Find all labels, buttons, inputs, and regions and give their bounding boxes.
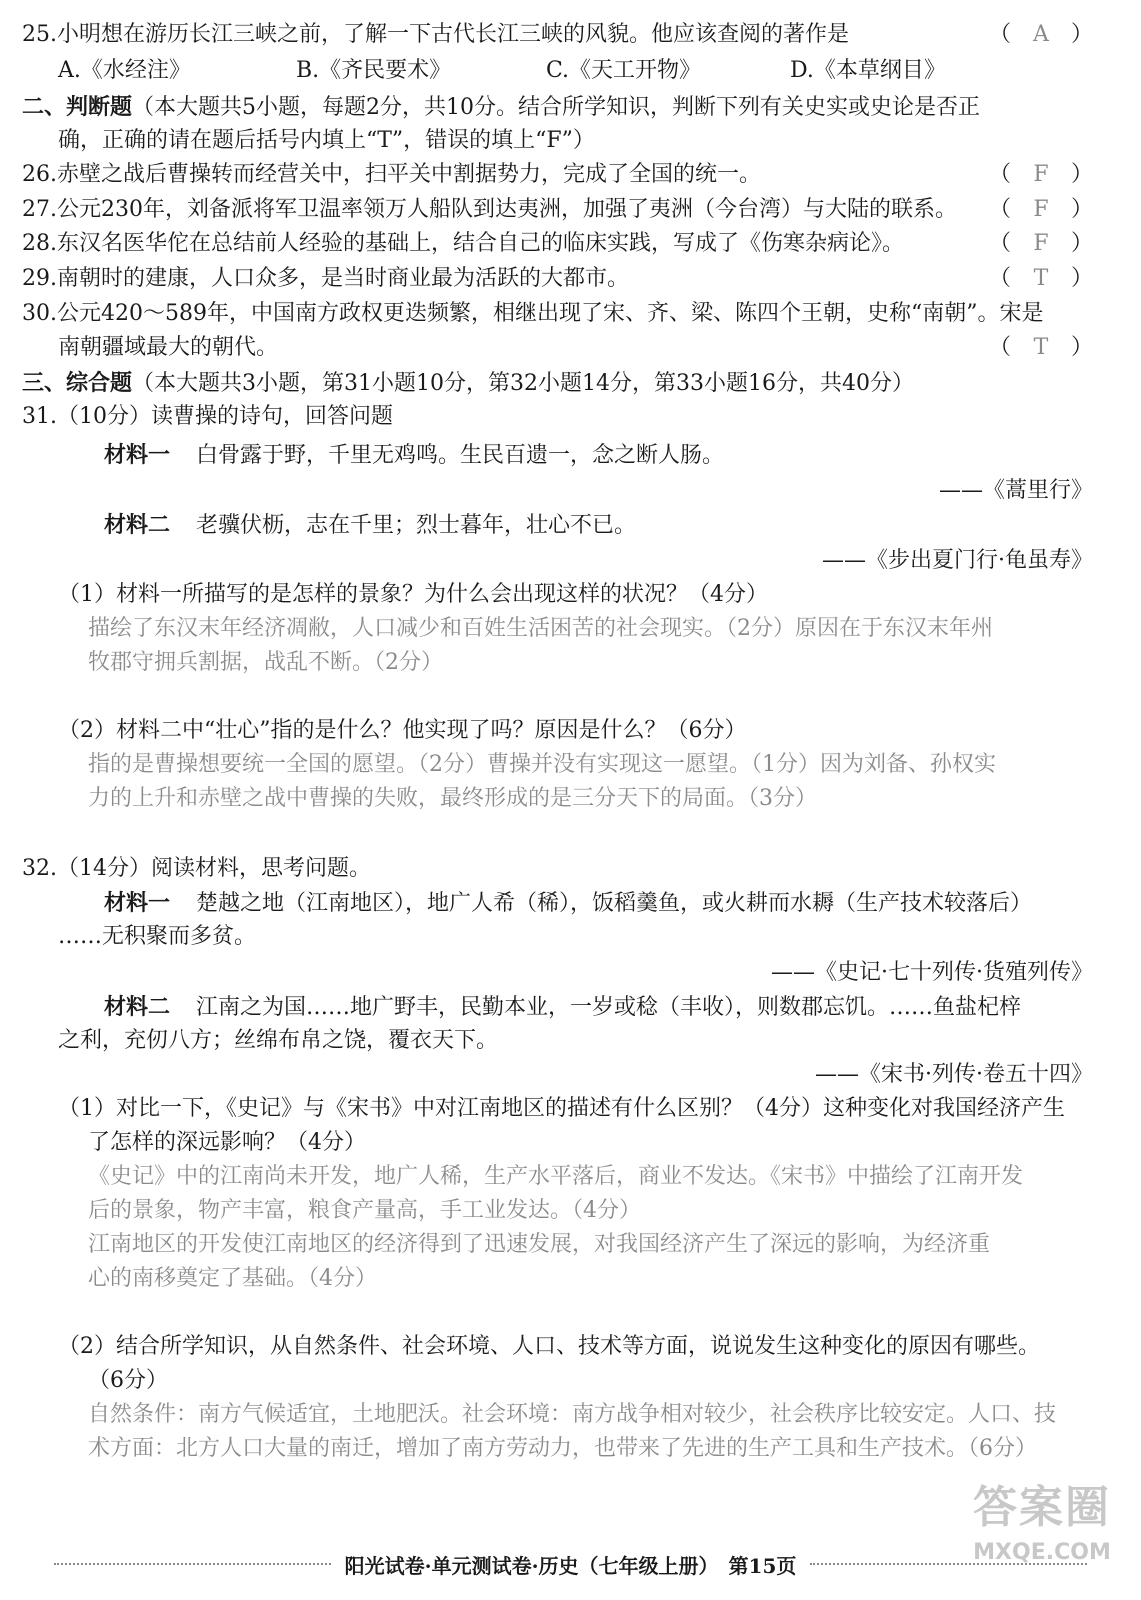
section2-desc-1: （本大题共5小题，每题2分，共10分。结合所学知识，判断下列有关史实或史论是否正 — [132, 95, 981, 120]
q25-option-c: C.《天工开物》 — [546, 58, 702, 83]
q25-text: 25.小明想在游历长江三峡之前，了解一下古代长江三峡的风貌。他应该查阅的著作是 — [22, 22, 849, 47]
q29-answer: T — [1033, 266, 1049, 291]
q25-answer: A — [1033, 22, 1049, 47]
q32-sub1-answer-4: 心的南移奠定了基础。（4分） — [88, 1266, 377, 1291]
q31-sub1-question: （1）材料一所描写的是怎样的景象？为什么会出现这样的状况？（4分） — [58, 582, 768, 607]
q32-m2-text-1: 江南之为国……地广野丰，民勤本业，一岁或稔（丰收），则数郡忘饥。……鱼盐杞梓 — [196, 995, 1022, 1020]
q27-text: 27.公元230年，刘备派将军卫温率领万人船队到达夷洲，加强了夷洲（今台湾）与大陆的联系。 — [22, 197, 957, 222]
q31-material-2 — [104, 510, 636, 540]
q30-answer: T — [1033, 335, 1049, 360]
q31-title: 31.（10分）读曹操的诗句，回答问题 — [22, 404, 393, 429]
q32-sub2-answer-2: 术方面：北方人口大量的南迁，增加了南方劳动力，也带来了先进的生产工具和生产技术。（6分） — [88, 1436, 1038, 1461]
q32-sub1-answer-2: 后的景象，物产丰富，粮食产量高，手工业发达。（4分） — [88, 1198, 641, 1223]
q31-sub1-answer-2: 牧郡守拥兵割据，战乱不断。（2分） — [88, 650, 443, 675]
q26-answer-paren: （ F ） — [989, 160, 1093, 190]
section3-desc: （本大题共3小题，第31小题10分，第32小题14分，第33小题16分，共40分） — [132, 371, 914, 396]
footer-text: 阳光试卷·单元测试卷·历史（七年级上册） 第15页 — [344, 1553, 797, 1578]
section3-header — [22, 368, 914, 398]
q32-m1-text-1: 楚越之地（江南地区），地广人希（稀），饭稻羹鱼，或火耕而水耨（生产技术较落后） — [196, 891, 1033, 916]
q30-answer-paren: （ T ） — [989, 333, 1093, 363]
q31-sub2-question: （2）材料二中“壮心”指的是什么？他实现了吗？原因是什么？（6分） — [58, 718, 747, 743]
q30-text-1: 30.公元420～589年，中国南方政权更迭频繁，相继出现了宋、齐、梁、陈四个王朝，史称“南朝”。宋是 — [22, 301, 1044, 326]
q27-answer: F — [1033, 197, 1049, 222]
q29-answer-paren: （ T ） — [989, 264, 1093, 294]
q31-m2-source: ——《步出夏门行·龟虽寿》 — [822, 548, 1093, 573]
q31-m1-source: ——《蒿里行》 — [938, 478, 1093, 503]
q32-m2-label: 材料二 — [104, 994, 171, 1020]
q28-text: 28.东汉名医华佗在总结前人经验的基础上，结合自己的临床实践，写成了《伤寒杂病论》。 — [22, 231, 904, 256]
q31-sub2-answer-1: 指的是曹操想要统一全国的愿望。（2分）曹操并没有实现这一愿望。（1分）因为刘备、孙权实 — [88, 752, 996, 777]
q32-m1-source: ——《史记·七十列传·货殖列传》 — [771, 960, 1093, 985]
footer-rule-right — [810, 1563, 1087, 1565]
q30-text-2: 南朝疆域最大的朝代。 — [58, 335, 279, 360]
q32-sub1-question-1: （1）对比一下，《史记》与《宋书》中对江南地区的描述有什么区别？（4分）这种变化对我国经济产生 — [58, 1096, 1065, 1121]
q29-text: 29.南朝时的建康，人口众多，是当时商业最为活跃的大都市。 — [22, 266, 629, 291]
q31-sub1-answer-1: 描绘了东汉末年经济凋敝，人口减少和百姓生活困苦的社会现实。（2分）原因在于东汉末年州 — [88, 616, 994, 641]
q32-material-2 — [104, 992, 1021, 1022]
section2-title: 二、判断题 — [22, 94, 133, 120]
q28-answer: F — [1033, 231, 1049, 256]
q31-m2-text: 老骥伏枥，志在千里；烈士暮年，壮心不已。 — [196, 513, 637, 538]
section2-desc-2: 确，正确的请在题后括号内填上“T”，错误的填上“F”） — [58, 128, 595, 153]
q32-sub1-question-2: 了怎样的深远影响？（4分） — [88, 1130, 366, 1155]
section3-title: 三、综合题 — [22, 370, 133, 396]
q26-text: 26.赤壁之战后曹操转而经营关中，扫平关中割据势力，完成了全国的统一。 — [22, 162, 761, 187]
q31-m2-label: 材料二 — [104, 512, 171, 538]
watermark-url: MXQE.COM — [973, 1540, 1111, 1565]
q31-material-1 — [104, 440, 724, 470]
q32-sub1-answer-1: 《史记》中的江南尚未开发，地广人稀，生产水平落后，商业不发达。《宋书》中描绘了江南开发 — [88, 1164, 1024, 1189]
q32-m2-source: ——《宋书·列传·卷五十四》 — [815, 1062, 1093, 1087]
q32-sub2-answer-1: 自然条件：南方气候适宜，土地肥沃。社会环境：南方战争相对较少，社会秩序比较安定。人口、技 — [88, 1402, 1057, 1427]
q28-answer-paren: （ F ） — [989, 229, 1093, 259]
q31-m1-label: 材料一 — [104, 442, 171, 468]
q32-m1-text-2: ……无积聚而多贫。 — [58, 924, 257, 949]
q32-m2-text-2: 之利，充仞八方；丝绵布帛之饶，覆衣天下。 — [58, 1028, 499, 1053]
footer-rule-left — [54, 1563, 331, 1565]
q25-option-a: A.《水经注》 — [58, 58, 191, 83]
q26-answer: F — [1033, 162, 1049, 187]
q32-material-1 — [104, 888, 1032, 918]
q27-answer-paren: （ F ） — [989, 195, 1093, 225]
watermark-logo-text: 答案圈 — [973, 1482, 1111, 1533]
section2-header — [22, 92, 980, 122]
q32-sub2-question-1: （2）结合所学知识，从自然条件、社会环境、人口、技术等方面，说说发生这种变化的原因有哪些。 — [58, 1334, 1041, 1359]
q25-answer-paren: （ A ） — [989, 20, 1093, 50]
q31-sub2-answer-2: 力的上升和赤壁之战中曹操的失败，最终形成的是三分天下的局面。（3分） — [88, 786, 817, 811]
q32-title: 32.（14分）阅读材料，思考问题。 — [22, 856, 371, 881]
q25-option-b: B.《齐民要术》 — [296, 58, 452, 83]
q32-sub2-question-2: （6分） — [88, 1368, 168, 1393]
q32-sub1-answer-3: 江南地区的开发使江南地区的经济得到了迅速发展，对我国经济产生了深远的影响，为经济重 — [88, 1232, 991, 1257]
page-footer — [40, 1548, 1101, 1580]
q25-option-d: D.《本草纲目》 — [790, 58, 946, 83]
q31-m1-text: 白骨露于野，千里无鸡鸣。生民百遗一，念之断人肠。 — [196, 443, 725, 468]
q32-m1-label: 材料一 — [104, 890, 171, 916]
